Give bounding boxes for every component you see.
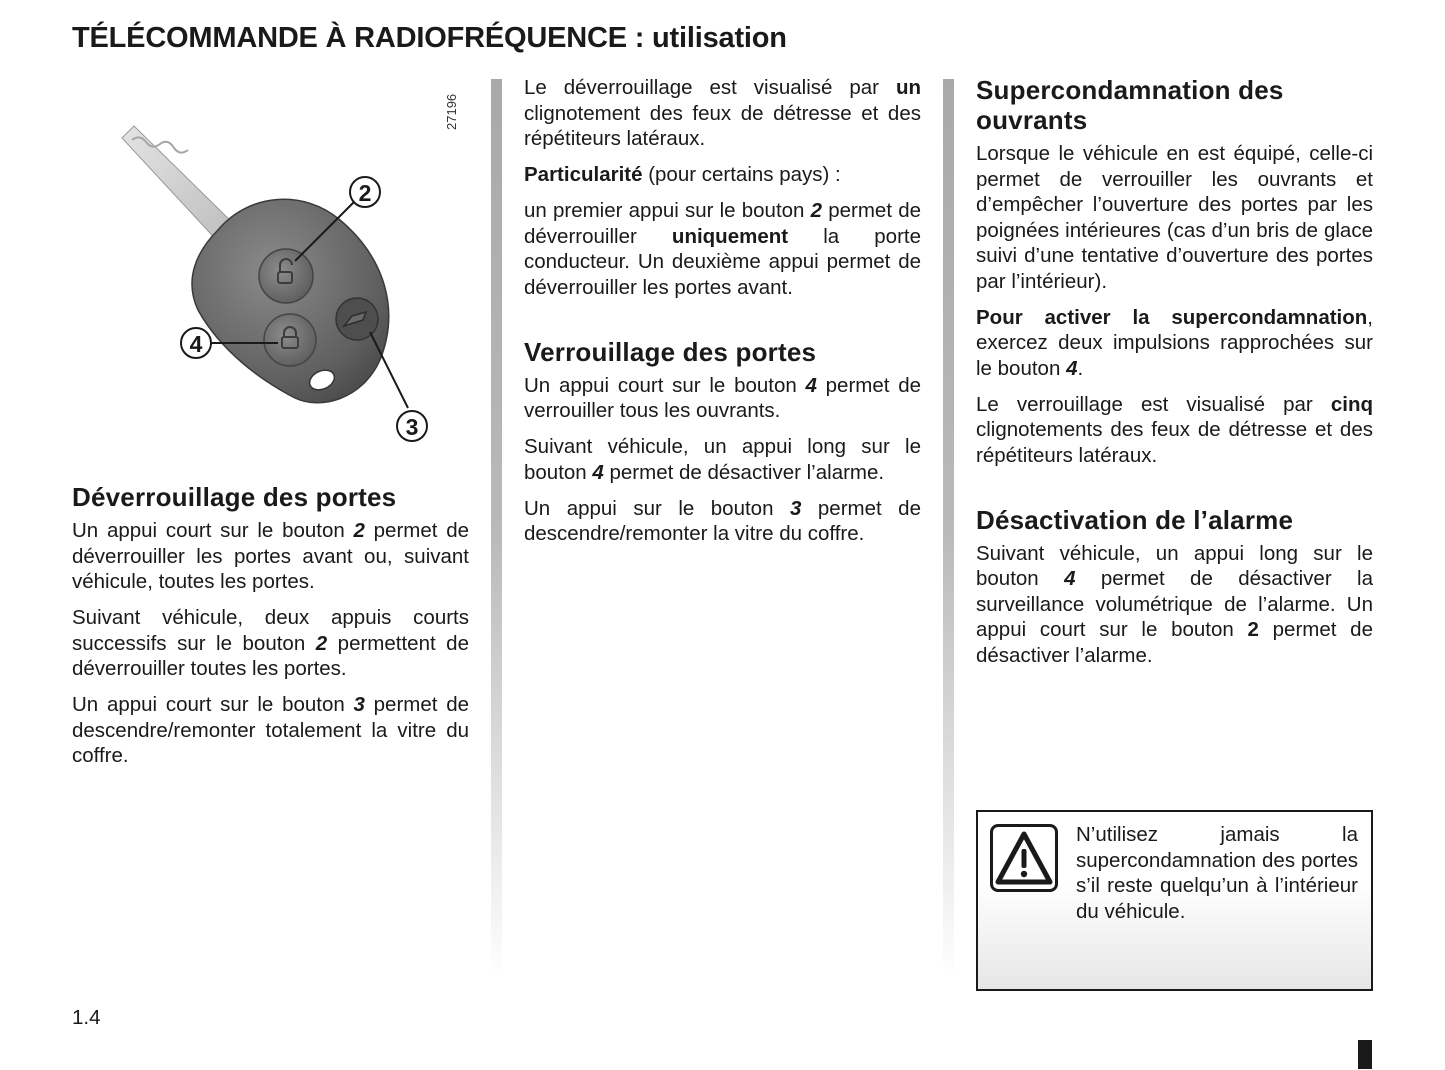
key-fob-icon [100, 80, 480, 450]
column-divider [491, 79, 502, 979]
button-ref: 3 [353, 693, 365, 716]
page-number: 1.4 [72, 1006, 101, 1029]
heading-supercondamnation: Supercondamnation des ouvrants [976, 75, 1284, 135]
column-divider [943, 79, 954, 979]
paragraph: Lorsque le véhicule en est équipé, celle-ci permet de verrouiller les ouvrants et d’empêcher l’ouverture des portes par les poignées intérieures (cas d’un bris de glace suivi d’une tentative d’ouverture des portes par l’intérieur). [976, 142, 1373, 293]
callout-3 [397, 411, 427, 441]
page-title [72, 22, 787, 55]
paragraph: Suivant véhicule, deux appuis courts successifs sur le bouton 2 permettent de déverrouiller toutes les portes. [72, 606, 469, 680]
paragraph: Un appui sur le bouton 3 permet de descendre/remonter la vitre du coffre. [524, 496, 921, 545]
paragraph: Un appui court sur le bouton 3 permet de descendre/remonter totalement la vitre du coffre. [72, 693, 470, 767]
paragraph: Le déverrouillage est visualisé par un clignotement des feux de détresse et des répétiteurs latéraux. [524, 76, 921, 150]
page-title-separator: : [626, 22, 653, 54]
warning-text: N’utilisez jamais la supercondamnation des portes s’il reste quelqu’un à l’intérieur du véhicule. [1076, 823, 1358, 923]
svg-text:4: 4 [189, 331, 203, 357]
figure-reference-number: 27196 [444, 93, 459, 130]
paragraph: Un appui court sur le bouton 4 permet de verrouiller tous les ouvrants. [524, 373, 922, 422]
callout-2 [350, 177, 380, 207]
paragraph: Pour activer la supercondamnation, exercez deux impulsions rapprochées sur le bouton 4. [976, 305, 1373, 380]
paragraph: un premier appui sur le bouton 2 permet de déverrouiller uniquement la porte conducteur. Un deuxième appui permet de déverrouiller les portes avant. [524, 199, 921, 299]
paragraph: Suivant véhicule, un appui long sur le bouton 4 permet de désactiver l’alarme. [524, 435, 921, 484]
page-edge-marker [1358, 1040, 1372, 1069]
page-title-sub: utilisation [652, 22, 787, 54]
heading-alarme: Désactivation de l’alarme [976, 504, 1294, 535]
button-ref: 4 [592, 460, 604, 484]
button-ref: 4 [1064, 567, 1076, 590]
paragraph: Suivant véhicule, un appui long sur le bouton 4 permet de désactiver la surveillance volumétrique de l’alarme. Un appui court sur le bouton 2 permet de désactiver l’alarme. [976, 541, 1373, 667]
callout-4 [181, 328, 211, 358]
svg-text:3: 3 [405, 414, 419, 440]
column-right [976, 75, 1373, 679]
warning-box [976, 810, 1373, 991]
svg-text:2: 2 [358, 180, 372, 206]
heading-deverrouillage: Déverrouillage des portes [72, 482, 397, 512]
button-ref: 2 [810, 199, 823, 222]
button-ref: 2 [315, 631, 328, 655]
paragraph: Particularité (pour certains pays) : [524, 163, 841, 186]
key-fob-illustration [100, 80, 480, 450]
button-ref: 4 [1066, 356, 1078, 380]
button-ref: 4 [805, 373, 817, 397]
warning-triangle-icon [990, 824, 1058, 892]
paragraph: Un appui court sur le bouton 2 permet de déverrouiller les portes avant ou, suivant véhicule, toutes les portes. [72, 519, 470, 593]
column-middle [524, 75, 921, 557]
paragraph: Le verrouillage est visualisé par cinq clignotements des feux de détresse et des répétiteurs latéraux. [976, 392, 1373, 467]
column-left [72, 482, 469, 779]
heading-verrouillage: Verrouillage des portes [524, 336, 817, 367]
button-ref: 2 [353, 519, 365, 542]
button-ref: 3 [789, 496, 802, 520]
page-title-main: TÉLÉCOMMANDE À RADIOFRÉQUENCE [72, 22, 627, 54]
